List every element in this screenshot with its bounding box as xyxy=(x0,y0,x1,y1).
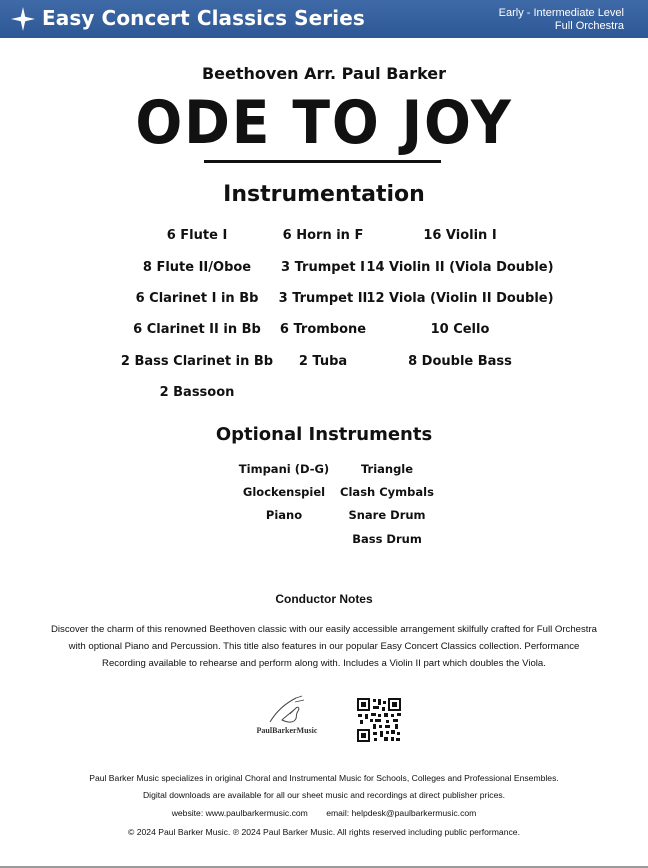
instrument-item: 8 Double Bass xyxy=(408,354,512,369)
optional-instrument-item: Snare Drum xyxy=(348,508,426,522)
optional-instrument-item: Piano xyxy=(265,508,303,522)
instrument-item: 12 Viola (Violin II Double) xyxy=(366,291,554,306)
optional-instrument-item: Glockenspiel xyxy=(242,485,326,499)
composer-credit: Beethoven Arr. Paul Barker xyxy=(201,64,447,83)
optional-instrument-item: Timpani (D-G) xyxy=(238,462,330,476)
ensemble-text: Full Orchestra xyxy=(554,20,624,32)
instrument-item: 3 Trumpet II xyxy=(278,291,368,306)
instrument-item: 8 Flute II/Oboe xyxy=(142,260,252,275)
optional-instrument-item: Clash Cymbals xyxy=(340,485,434,499)
instrument-item: 3 Trumpet I xyxy=(281,260,365,275)
instrument-item: 6 Flute I xyxy=(166,228,228,243)
logo-text: PaulBarkerMusic xyxy=(256,726,318,735)
conductor-notes-heading: Conductor Notes xyxy=(275,592,373,606)
instrumentation-heading: Instrumentation xyxy=(223,182,425,207)
footer-contact xyxy=(0,808,648,818)
instrument-item: 6 Trombone xyxy=(279,322,367,337)
title-underline xyxy=(204,160,441,163)
footer-about: Paul Barker Music specializes in original Choral and Instrumental Music for Schools, Colleges and Professional Ensembles. xyxy=(89,773,559,783)
level-info xyxy=(499,7,624,33)
instrument-item: 10 Cello xyxy=(430,322,490,337)
series-banner xyxy=(0,0,648,38)
instrument-item: 16 Violin I xyxy=(423,228,497,243)
conductor-notes-body: Discover the charm of this renowned Beethoven classic with our easily accessible arrangement skilfully crafted for Full Orchestra with optional Piano and Percussion. This title also features in our popular Easy Concert Classics collection. Performance Recording available to rehearse and perform along with. Includes a Violin II part which doubles the Viola. xyxy=(50,624,597,669)
instrument-item: 6 Horn in F xyxy=(282,228,364,243)
instrument-item: 2 Bassoon xyxy=(159,385,235,400)
optional-instruments-heading: Optional Instruments xyxy=(215,424,433,445)
violin-logo-icon xyxy=(262,694,312,726)
website-link[interactable]: website: www.paulbarkermusic.com xyxy=(171,808,308,818)
footer-copyright: © 2024 Paul Barker Music. ℗ 2024 Paul Barker Music. All rights reserved including public performance. xyxy=(128,827,520,837)
instrument-item: 6 Clarinet II in Bb xyxy=(133,322,261,337)
page-title: ODE TO JOY xyxy=(135,88,513,158)
optional-instrument-item: Triangle xyxy=(360,462,414,476)
series-title: Easy Concert Classics Series xyxy=(42,6,365,30)
publisher-logo xyxy=(244,694,330,746)
optional-instrument-item: Bass Drum xyxy=(352,532,422,546)
footer-downloads: Digital downloads are available for all our sheet music and recordings at direct publisher prices. xyxy=(142,790,506,800)
star-icon xyxy=(10,6,36,32)
instrument-item: 14 Violin II (Viola Double) xyxy=(366,260,554,275)
email-link[interactable]: email: helpdesk@paulbarkermusic.com xyxy=(326,808,477,818)
instrument-item: 2 Bass Clarinet in Bb xyxy=(120,354,274,369)
level-text: Early - Intermediate Level xyxy=(498,7,624,19)
instrument-item: 2 Tuba xyxy=(298,354,348,369)
instrument-item: 6 Clarinet I in Bb xyxy=(135,291,259,306)
qr-code-icon xyxy=(356,697,402,743)
